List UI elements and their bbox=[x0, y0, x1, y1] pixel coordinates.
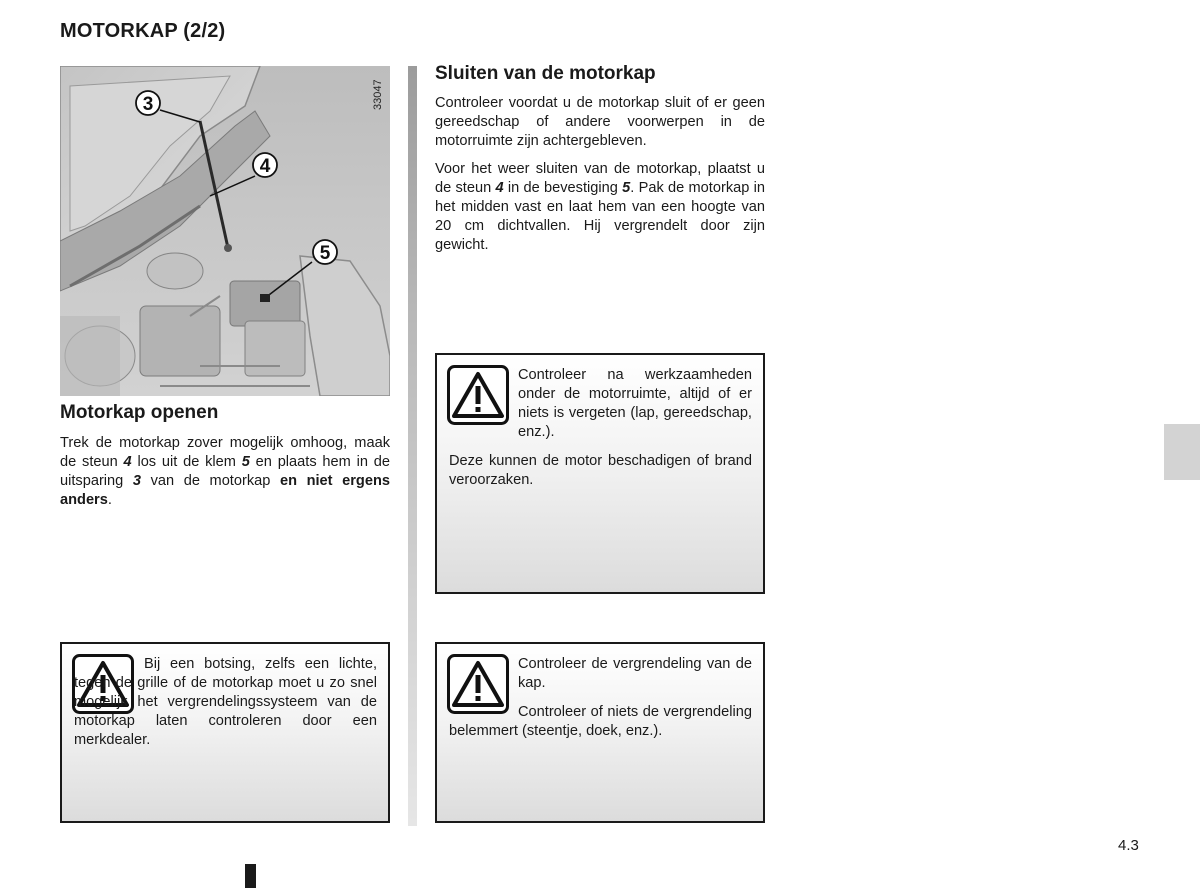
chapter-tab-marker bbox=[1164, 424, 1200, 480]
warning-box-check-engine-bay bbox=[435, 353, 765, 594]
callout-4 bbox=[253, 153, 277, 177]
svg-text:3: 3 bbox=[142, 94, 154, 115]
engine-bay-illustration bbox=[60, 66, 390, 396]
bottom-print-mark bbox=[245, 864, 256, 888]
callout-5 bbox=[313, 240, 337, 264]
svg-text:5: 5 bbox=[319, 243, 331, 264]
warning-text-1: Controleer de vergrendeling van de kap. bbox=[518, 656, 752, 691]
warning-text-2: Controleer of niets de vergrendeling belemmert (steentje, doek, enz.). bbox=[449, 704, 752, 739]
warning-text-1: Controleer na werkzaamheden onder de motorruimte, altijd of er niets is vergeten (lap, gereedschap, enz.). bbox=[518, 367, 752, 440]
warning-text-1: Bij een botsing, zelfs een lichte, tegen de grille of de motorkap moet u zo snel mogelijk het vergrendelingssysteem van de motorkap laten controleren door een merkdealer. bbox=[74, 656, 377, 748]
callout-3 bbox=[136, 91, 160, 115]
engine-bay-drawing bbox=[60, 66, 390, 396]
close-hood-heading: Sluiten van de motorkap bbox=[435, 63, 656, 84]
warning-box-check-lock bbox=[435, 642, 765, 823]
close-hood-paragraph-2: Voor het weer sluiten van de motorkap, plaatst u de steun 4 in de bevestiging 5. Pak de motorkap in het midden vast en laat hem van een hoogte van 20 cm dichtvallen. Hij vergrendelt door zijn gewicht. bbox=[435, 161, 765, 253]
open-hood-heading: Motorkap openen bbox=[60, 402, 219, 423]
open-hood-paragraph: Trek de motorkap zover mogelijk omhoog, maak de steun 4 los uit de klem 5 en plaats hem in de uitsparing 3 van de motorkap en niet ergens anders. bbox=[60, 435, 391, 508]
column-divider bbox=[408, 66, 417, 826]
close-hood-paragraph-1: Controleer voordat u de motorkap sluit of er geen gereedschap of andere voorwerpen in de motorruimte zijn achtergebleven. bbox=[435, 95, 765, 149]
figure-number: 33047 bbox=[372, 79, 384, 110]
warning-text-2: Deze kunnen de motor beschadigen of brand veroorzaken. bbox=[449, 453, 752, 488]
warning-box-collision bbox=[60, 642, 390, 823]
warning-triangle-icon bbox=[447, 365, 509, 425]
svg-text:4: 4 bbox=[259, 156, 271, 177]
page-title: MOTORKAP (2/2) bbox=[60, 20, 226, 42]
page-number: 4.3 bbox=[1118, 837, 1139, 854]
